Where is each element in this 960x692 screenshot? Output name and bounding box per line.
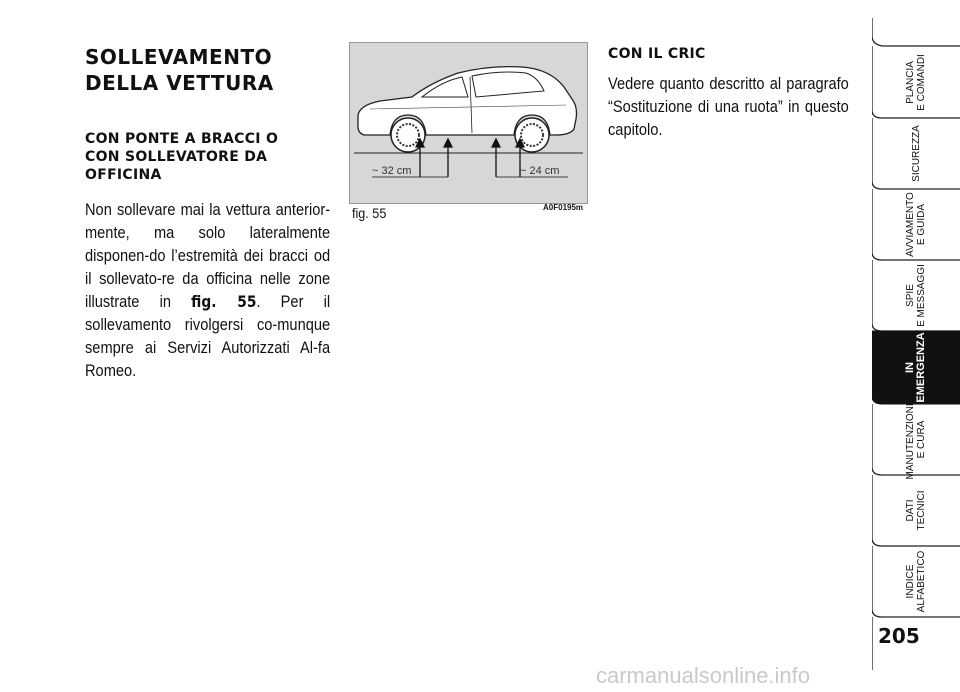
car-side-diagram: [350, 43, 587, 203]
tab-manutenzione[interactable]: MANUTENZIONE E CURA: [905, 399, 927, 480]
figure-caption: fig. 55: [352, 205, 387, 221]
figure-code: A0F0195m: [543, 203, 584, 212]
section-heading-lift: CON PONTE A BRACCI O CON SOLLEVATORE DA OFFICINA: [85, 131, 279, 183]
jack-instructions: Vedere quanto descritto al paragrafo “Sostituzione di una ruota” in questo capitolo.: [608, 74, 849, 139]
page-number: 205: [878, 624, 920, 648]
figure-reference: fig. 55: [191, 292, 257, 311]
tab-dati-tecnici[interactable]: DATI TECNICI: [905, 490, 927, 531]
tab-plancia[interactable]: PLANCIA E COMANDI: [905, 54, 927, 111]
tab-sicurezza[interactable]: SICUREZZA: [910, 125, 922, 182]
page-title: SOLLEVAMENTO DELLA VETTURA: [85, 45, 274, 95]
lift-instructions: Non sollevare mai la vettura anterior-mente, ma solo lateralmente disponen-do l’estremità dei bracci od il sollevato-re da officina nelle zone illustrate in fig. 55. Per il sollevamento rivolgersi co-munque sempre ai Servizi Autorizzati Al-fa Romeo.: [85, 200, 331, 380]
tab-avviamento[interactable]: AVVIAMENTO E GUIDA: [905, 192, 927, 257]
watermark: carmanualsonline.info: [596, 663, 811, 688]
chapter-tabs: [872, 0, 960, 692]
car-lift-figure: [349, 42, 588, 204]
section-heading-jack: CON IL CRIC: [608, 46, 706, 62]
lift-point-arrows: [416, 139, 524, 177]
tab-indice[interactable]: INDICE ALFABETICO: [905, 550, 927, 613]
tab-emergenza[interactable]: IN EMERGENZA: [904, 332, 927, 403]
tab-spie[interactable]: SPIE E MESSAGGI: [905, 264, 927, 327]
left-dimension-label: ~ 32 cm: [372, 165, 412, 177]
right-dimension-label: ~ 24 cm: [520, 165, 560, 177]
